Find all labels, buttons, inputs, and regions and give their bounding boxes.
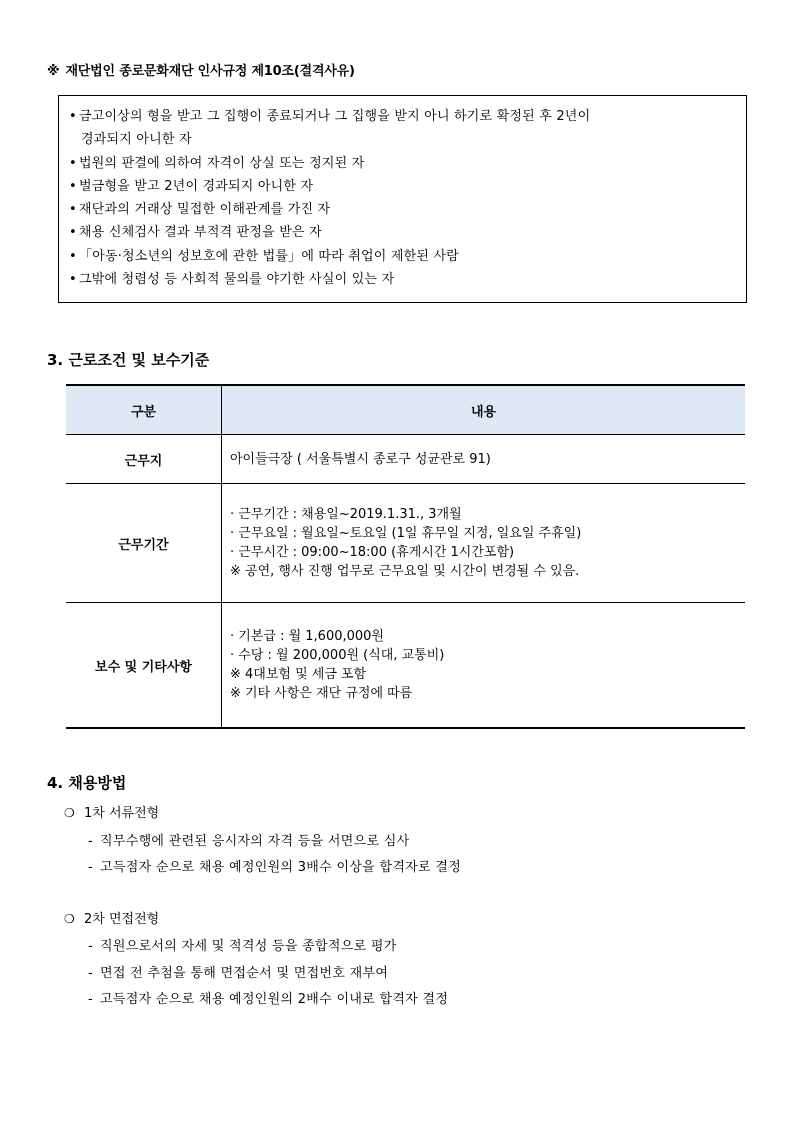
row-line: · 근무기간 : 채용일~2019.1.31., 3개월 bbox=[230, 507, 462, 522]
row-content bbox=[222, 435, 746, 484]
eligibility-item-text: 재단과의 거래상 밀접한 이해관계를 가진 자 bbox=[79, 202, 331, 218]
reference-mark-icon: ※ bbox=[47, 64, 60, 79]
bullet-icon: • bbox=[69, 178, 77, 194]
stage-detail bbox=[88, 856, 461, 875]
stage-detail-text: 고득점자 순으로 채용 예정인원의 2배수 이내로 합격자 결정 bbox=[100, 992, 449, 1007]
eligibility-item bbox=[69, 105, 736, 152]
row-line: ※ 4대보험 및 세금 포함 bbox=[230, 667, 367, 682]
table-row bbox=[66, 603, 745, 729]
dash-bullet: - bbox=[88, 834, 93, 849]
eligibility-item-text: 「아동·청소년의 성보호에 관한 법률」에 따라 취업이 제한된 사람 bbox=[79, 248, 460, 264]
section3-title: 3. 근로조건 및 보수기준 bbox=[47, 351, 210, 369]
row-line: · 기본급 : 월 1,600,000원 bbox=[230, 629, 384, 644]
stage-2 bbox=[64, 908, 159, 927]
dash-bullet: - bbox=[88, 966, 93, 981]
circle-bullet-icon: ❍ bbox=[64, 912, 75, 926]
stage-detail bbox=[88, 830, 409, 849]
row-line: · 수당 : 월 200,000원 (식대, 교통비) bbox=[230, 648, 445, 663]
row-label: 근무지 bbox=[66, 435, 222, 484]
row-label: 보수 및 기타사항 bbox=[66, 603, 222, 729]
eligibility-item-continuation: 경과되지 아니한 자 bbox=[81, 132, 192, 148]
eligibility-item bbox=[69, 245, 736, 268]
row-label: 근무기간 bbox=[66, 484, 222, 603]
row-line: · 근무시간 : 09:00~18:00 (휴게시간 1시간포함) bbox=[230, 545, 515, 560]
section4-title: 4. 채용방법 bbox=[47, 774, 127, 792]
eligibility-title-text: 재단법인 종로문화재단 인사규정 제10조(결격사유) bbox=[65, 64, 355, 79]
table-row bbox=[66, 435, 745, 484]
stage-detail-text: 고득점자 순으로 채용 예정인원의 3배수 이상을 합격자로 결정 bbox=[100, 860, 462, 875]
eligibility-item bbox=[69, 221, 736, 244]
dash-bullet: - bbox=[88, 860, 93, 875]
bullet-icon: • bbox=[69, 155, 77, 171]
dash-bullet: - bbox=[88, 939, 93, 954]
eligibility-item bbox=[69, 198, 736, 221]
row-line: ※ 기타 사항은 재단 규정에 따름 bbox=[230, 686, 413, 701]
stage-detail-text: 면접 전 추첨을 통해 면접순서 및 면접번호 재부여 bbox=[100, 966, 389, 981]
eligibility-box bbox=[58, 95, 747, 303]
bullet-icon: • bbox=[69, 225, 77, 241]
table-header-row bbox=[66, 385, 745, 435]
work-conditions-table bbox=[66, 384, 745, 729]
header-content: 내용 bbox=[222, 385, 746, 435]
eligibility-item-text: 채용 신체검사 결과 부적격 판정을 받은 자 bbox=[79, 225, 322, 241]
circle-bullet-icon: ❍ bbox=[64, 806, 75, 820]
eligibility-item bbox=[69, 152, 736, 175]
stage-detail bbox=[88, 988, 448, 1007]
stage-name: 1차 서류전형 bbox=[84, 806, 160, 821]
dash-bullet: - bbox=[88, 992, 93, 1007]
stage-detail bbox=[88, 962, 388, 981]
eligibility-item bbox=[69, 268, 736, 291]
eligibility-title bbox=[47, 60, 355, 79]
eligibility-item-text: 법원의 판결에 의하여 자격이 상실 또는 정지된 자 bbox=[79, 155, 365, 171]
bullet-icon: • bbox=[69, 272, 77, 288]
row-line: ※ 공연, 행사 진행 업무로 근무요일 및 시간이 변경될 수 있음. bbox=[230, 564, 580, 579]
eligibility-item-text: 금고이상의 형을 받고 그 집행이 종료되거나 그 집행을 받지 아니 하기로 확정된 후 2년이 bbox=[79, 109, 591, 124]
eligibility-item-text: 그밖에 청렴성 등 사회적 물의를 야기한 사실이 있는 자 bbox=[79, 272, 395, 288]
bullet-icon: • bbox=[69, 109, 77, 124]
row-content bbox=[222, 603, 746, 729]
row-content bbox=[222, 484, 746, 603]
stage-detail-text: 직원으로서의 자세 및 적격성 등을 종합적으로 평가 bbox=[100, 939, 397, 954]
bullet-icon: • bbox=[69, 248, 77, 264]
table-row bbox=[66, 484, 745, 603]
stage-1 bbox=[64, 802, 159, 821]
row-line: · 근무요일 : 월요일~토요일 (1일 휴무일 지정, 일요일 주휴일) bbox=[230, 526, 582, 541]
stage-name: 2차 면접전형 bbox=[84, 912, 160, 927]
stage-detail bbox=[88, 935, 397, 954]
bullet-icon: • bbox=[69, 202, 77, 218]
stage-detail-text: 직무수행에 관련된 응시자의 자격 등을 서면으로 심사 bbox=[100, 834, 410, 849]
row-line: 아이들극장 ( 서울특별시 종로구 성균관로 91) bbox=[230, 451, 491, 467]
eligibility-item-text: 벌금형을 받고 2년이 경과되지 아니한 자 bbox=[79, 178, 314, 194]
eligibility-item bbox=[69, 175, 736, 198]
header-category: 구분 bbox=[66, 385, 222, 435]
